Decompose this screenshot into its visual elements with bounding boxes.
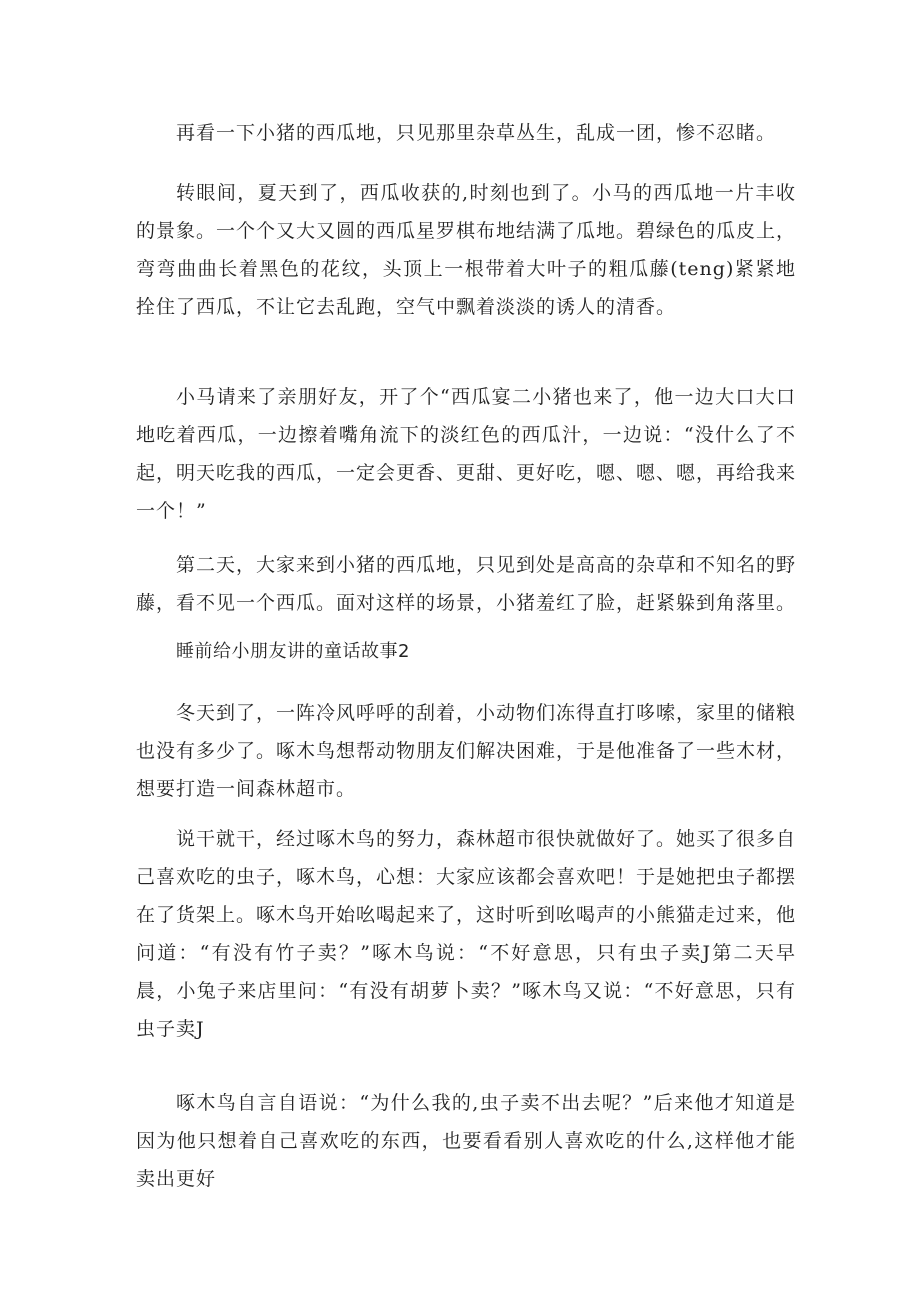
paragraph-summer-harvest: 转眼间，夏天到了，西瓜收获的,时刻也到了。小马的西瓜地一片丰收的景象。一个个又大又圆的西瓜星罗棋布地结满了瓜地。碧绿色的瓜皮上，弯弯曲曲长着黑色的花纹，头顶上一根带着大叶子的粗瓜藤(teng)紧紧地拴住了西瓜，不让它去乱跑，空气中飘着淡淡的诱人的清香。 xyxy=(136,182,797,318)
paragraph-pig-watermelon-field: 再看一下小猪的西瓜地，只见那里杂草丛生，乱成一团，惨不忍睹。 xyxy=(176,122,777,144)
paragraph-winter-came: 冬天到了，一阵冷风呼呼的刮着，小动物们冻得直打哆嗦，家里的储粮也没有多少了。啄木鸟想帮动物朋友们解决困难，于是他准备了一些木材，想要打造一间森林超市。 xyxy=(136,702,797,800)
paragraph-watermelon-feast: 小马请来了亲朋好友，开了个“西瓜宴二小猪也来了，他一边大口大口地吃着西瓜，一边擦着嘴角流下的淡红色的西瓜汁，一边说：“没什么了不起，明天吃我的西瓜，一定会更香、更甜、更好吃，嗯、嗯、嗯，再给我来一个！” xyxy=(136,386,797,522)
paragraph-next-day: 第二天，大家来到小猪的西瓜地，只见到处是高高的杂草和不知名的野藤，看不见一个西瓜。面对这样的场景，小猪羞红了脸，赶紧躲到角落里。 xyxy=(136,554,797,614)
paragraph-woodpecker-reflection: 啄木鸟自言自语说：“为什么我的,虫子卖不出去呢？”后来他才知道是因为他只想着自己喜欢吃的东西，也要看看别人喜欢吃的什么,这样他才能卖出更好 xyxy=(136,1092,796,1190)
story-heading: 睡前给小朋友讲的童话故事2 xyxy=(176,641,410,662)
paragraph-forest-supermarket: 说干就干，经过啄木鸟的努力，森林超市很快就做好了。她买了很多自己喜欢吃的虫子，啄木鸟，心想：大家应该都会喜欢吧！于是她把虫子都摆在了货架上。啄木鸟开始吆喝起来了，这时听到吆喝声的小熊猫走过来，他问道：“有没有竹子卖？”啄木鸟说：“不好意思，只有虫子卖J第二天早晨，小兔子来店里问：“有没有胡萝卜卖？”啄木鸟又说：“不好意思，只有虫子卖J xyxy=(136,828,797,1040)
